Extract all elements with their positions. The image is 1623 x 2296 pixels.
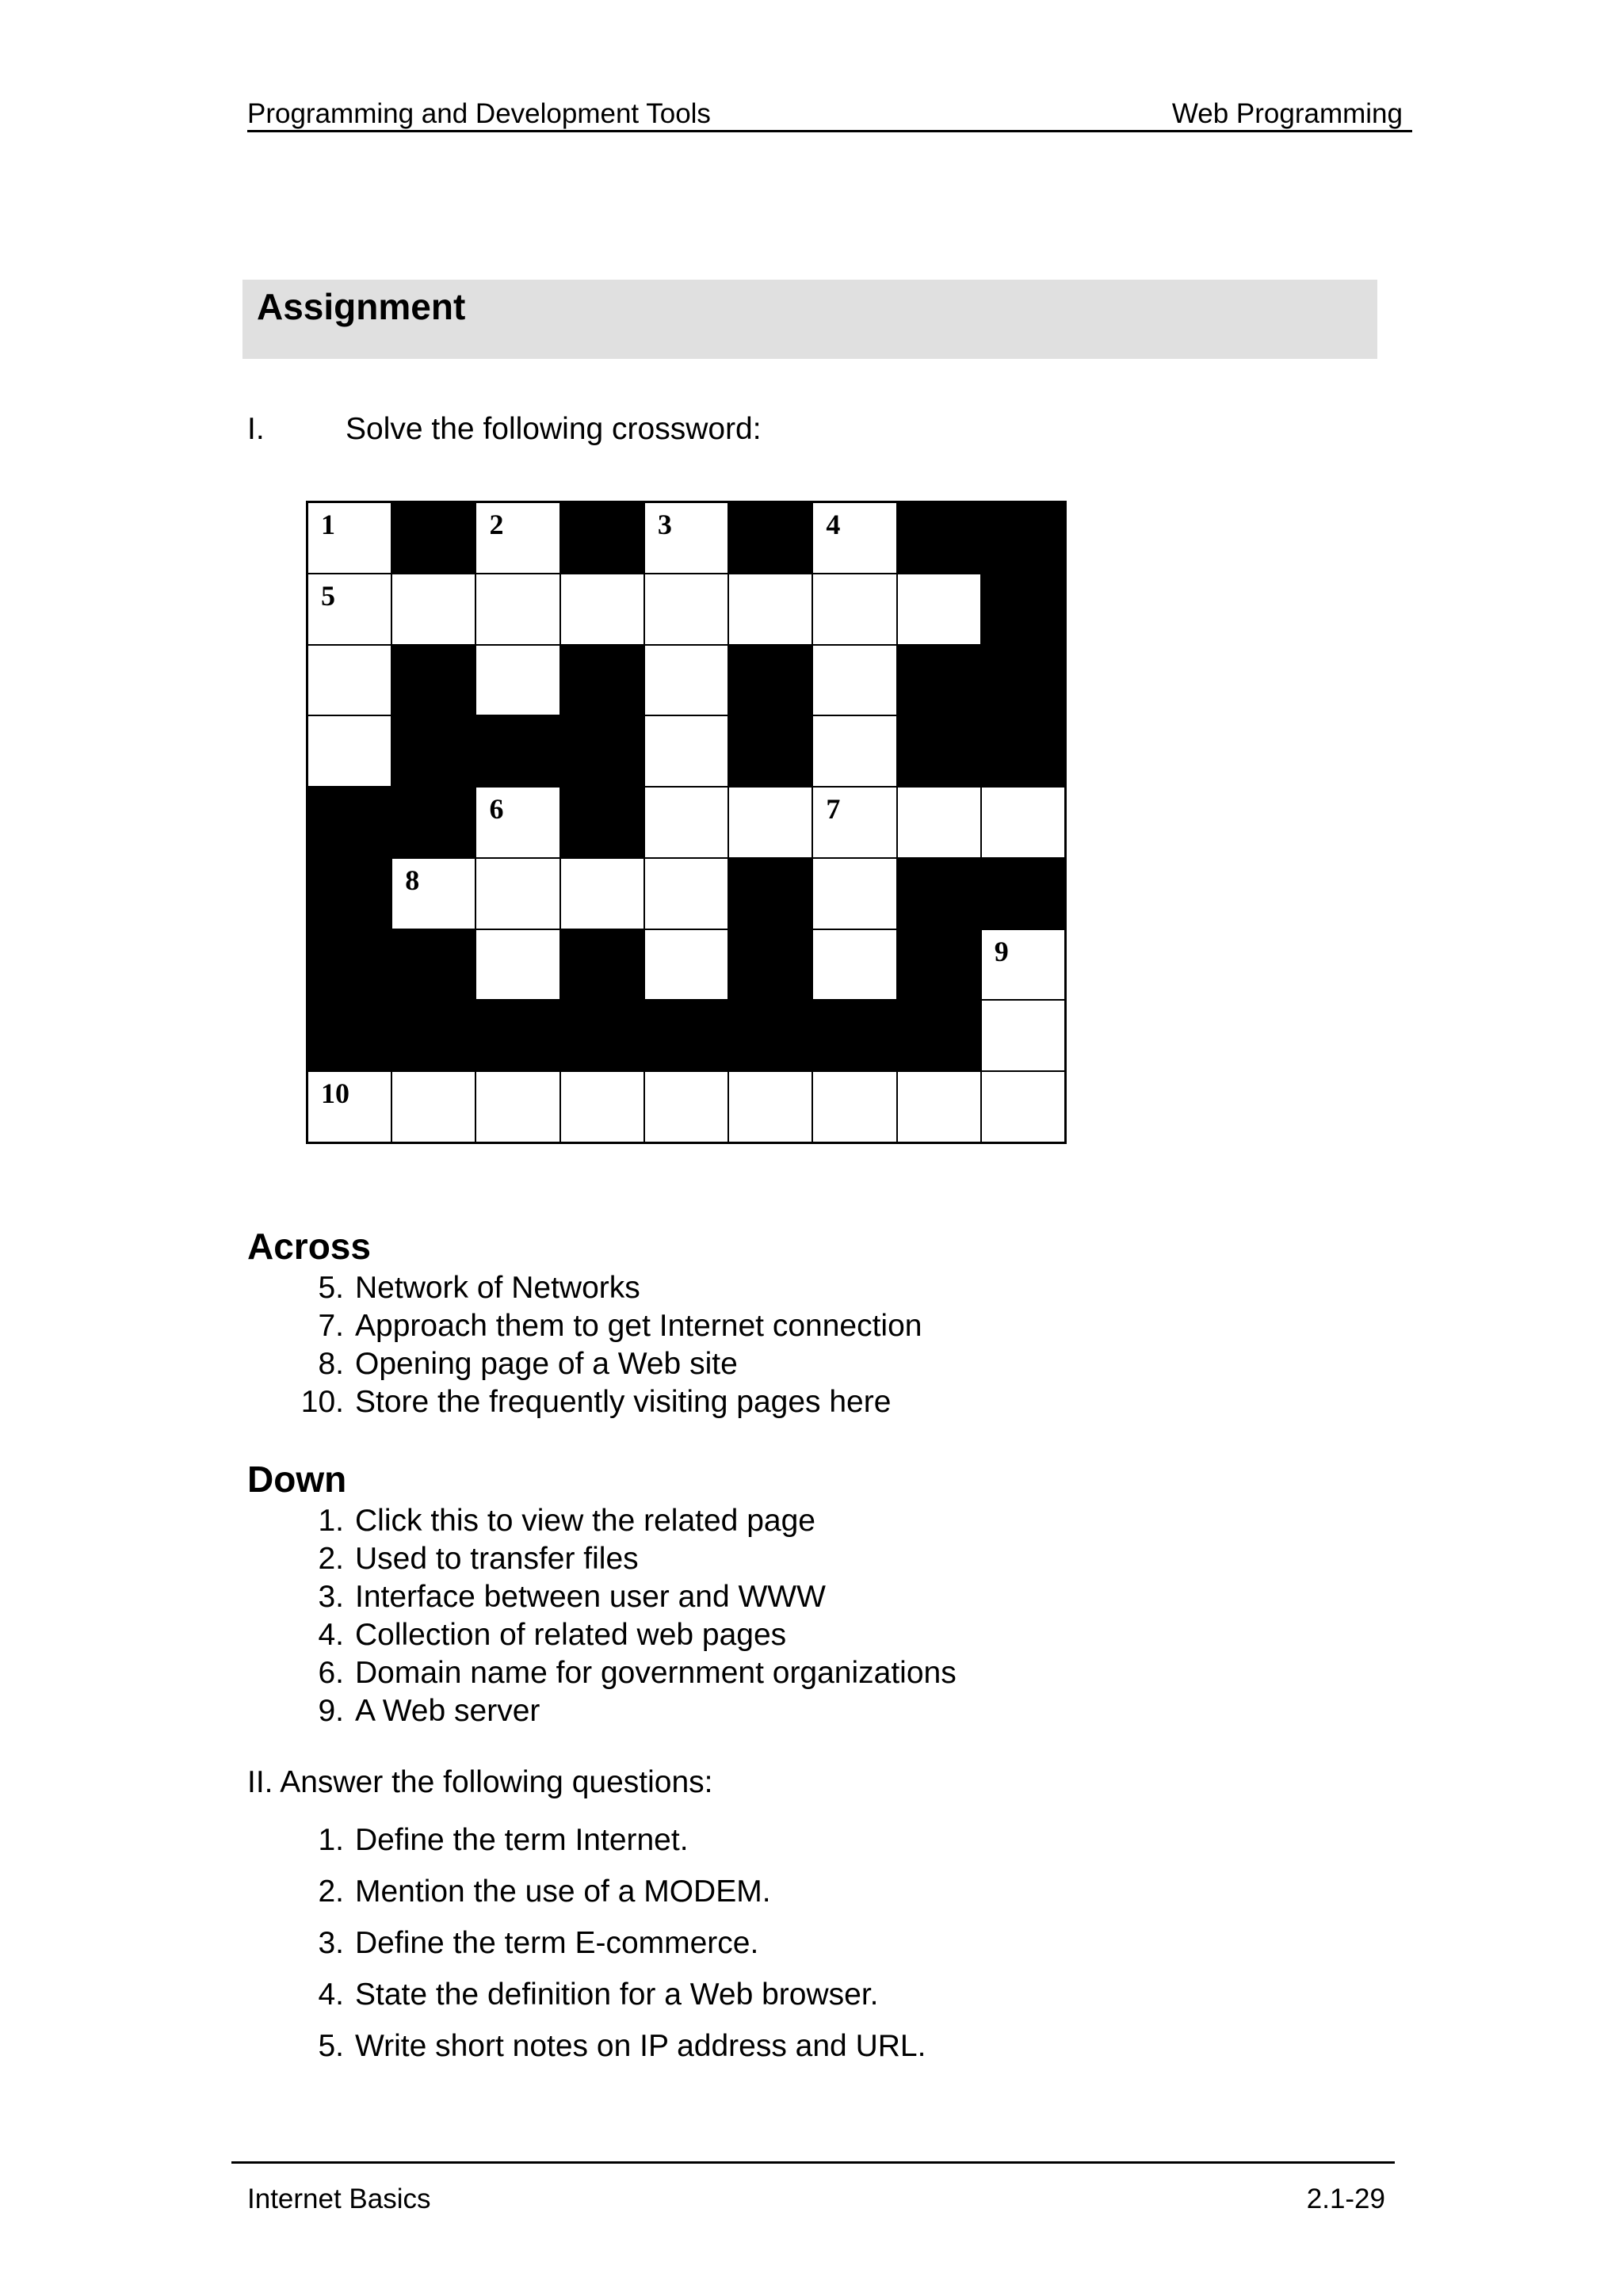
down-clue-text: Interface between user and WWW <box>355 1580 826 1614</box>
crossword-cell[interactable] <box>897 574 981 645</box>
crossword-clue-number: 5 <box>321 579 335 612</box>
crossword-cell[interactable] <box>560 574 644 645</box>
down-clue-number: 3. <box>318 1580 344 1614</box>
crossword-cell[interactable] <box>897 1071 981 1142</box>
crossword-clue-number: 6 <box>489 793 504 826</box>
question-item-text: Define the term Internet. <box>355 1823 689 1857</box>
crossword-cell[interactable] <box>560 1071 644 1142</box>
crossword-block-cell <box>307 929 391 1001</box>
crossword-cell[interactable] <box>644 787 728 858</box>
crossword-clue-number: 1 <box>321 509 335 540</box>
crossword-block-cell <box>812 1000 896 1071</box>
crossword-block-cell <box>728 858 812 929</box>
across-clue <box>290 1345 922 1383</box>
crossword-clue-number: 4 <box>826 509 841 540</box>
crossword-cell[interactable] <box>475 502 559 574</box>
crossword-block-cell <box>475 715 559 787</box>
crossword-cell[interactable] <box>812 787 896 858</box>
crossword-block-cell <box>307 787 391 858</box>
crossword-block-cell <box>897 1000 981 1071</box>
across-clue-text: Opening page of a Web site <box>355 1347 738 1381</box>
crossword-block-cell <box>981 645 1065 716</box>
crossword-cell[interactable] <box>728 1071 812 1142</box>
crossword-block-cell <box>391 929 475 1001</box>
question-item-text: Write short notes on IP address and URL. <box>355 2029 926 2063</box>
crossword-block-cell <box>475 1000 559 1071</box>
section-1-instruction: Solve the following crossword: <box>346 412 762 446</box>
crossword-block-cell <box>560 787 644 858</box>
crossword-block-cell <box>981 574 1065 645</box>
crossword-grid <box>306 501 1067 1144</box>
crossword-block-cell <box>897 645 981 716</box>
question-item-number: 3. <box>318 1926 344 1960</box>
crossword-cell[interactable] <box>391 858 475 929</box>
down-clue-text: Click this to view the related page <box>355 1504 815 1538</box>
down-clue <box>290 1540 957 1578</box>
footer-divider <box>231 2161 1395 2164</box>
crossword-cell[interactable] <box>981 1000 1065 1071</box>
crossword-cell[interactable] <box>728 787 812 858</box>
crossword-cell[interactable] <box>644 715 728 787</box>
crossword-block-cell <box>560 645 644 716</box>
header-divider <box>247 130 1412 132</box>
crossword-cell[interactable] <box>812 1071 896 1142</box>
crossword-cell[interactable] <box>307 1071 391 1142</box>
across-clue-text: Store the frequently visiting pages here <box>355 1385 892 1419</box>
across-clue-list <box>290 1269 922 1421</box>
question-item-number: 1. <box>318 1823 344 1857</box>
down-clue <box>290 1616 957 1654</box>
across-clue-text: Approach them to get Internet connection <box>355 1309 922 1343</box>
crossword-clue-number: 3 <box>657 509 672 540</box>
crossword-cell[interactable] <box>728 574 812 645</box>
crossword-cell[interactable] <box>644 502 728 574</box>
down-clue-text: A Web server <box>355 1694 540 1728</box>
crossword-block-cell <box>981 715 1065 787</box>
crossword-block-cell <box>560 929 644 1001</box>
crossword-cell[interactable] <box>475 645 559 716</box>
crossword-block-cell <box>391 645 475 716</box>
across-clue-number: 7. <box>318 1309 344 1343</box>
crossword-cell[interactable] <box>812 929 896 1001</box>
crossword-block-cell <box>391 1000 475 1071</box>
crossword-block-cell <box>391 715 475 787</box>
crossword-block-cell <box>897 929 981 1001</box>
crossword-cell[interactable] <box>981 929 1065 1001</box>
crossword-clue-number: 9 <box>994 935 1009 967</box>
crossword-block-cell <box>560 1000 644 1071</box>
crossword-cell[interactable] <box>644 858 728 929</box>
down-clue <box>290 1654 957 1692</box>
question-item <box>290 2020 926 2072</box>
crossword-block-cell <box>391 787 475 858</box>
crossword-block-cell <box>981 502 1065 574</box>
section-1-number: I. <box>247 412 265 446</box>
crossword-cell[interactable] <box>812 502 896 574</box>
across-clue <box>290 1383 922 1421</box>
section-2-heading: II. Answer the following questions: <box>247 1765 713 1799</box>
down-clue <box>290 1578 957 1616</box>
header-course-title: Programming and Development Tools <box>247 98 711 129</box>
crossword-block-cell <box>897 715 981 787</box>
down-clue-number: 1. <box>318 1504 344 1538</box>
across-clue-number: 5. <box>318 1271 344 1305</box>
down-clue <box>290 1692 957 1730</box>
down-clue <box>290 1502 957 1540</box>
crossword-block-cell <box>560 715 644 787</box>
crossword-cell[interactable] <box>475 787 559 858</box>
crossword-cell[interactable] <box>475 1071 559 1142</box>
crossword-block-cell <box>307 1000 391 1071</box>
crossword-cell[interactable] <box>812 858 896 929</box>
down-clue-number: 9. <box>318 1694 344 1728</box>
question-item-text: State the definition for a Web browser. <box>355 1978 879 2012</box>
crossword-cell[interactable] <box>560 858 644 929</box>
crossword-block-cell <box>307 858 391 929</box>
down-clue-list <box>290 1502 957 1730</box>
crossword-block-cell <box>728 645 812 716</box>
across-clue-number: 10. <box>300 1385 344 1419</box>
question-item-text: Mention the use of a MODEM. <box>355 1875 771 1909</box>
crossword-cell[interactable] <box>812 574 896 645</box>
assignment-banner <box>242 280 1377 359</box>
question-item-number: 2. <box>318 1875 344 1909</box>
crossword-cell[interactable] <box>391 1071 475 1142</box>
crossword-block-cell <box>897 858 981 929</box>
crossword-cell[interactable] <box>475 929 559 1001</box>
question-item-number: 4. <box>318 1978 344 2012</box>
crossword-cell[interactable] <box>307 574 391 645</box>
crossword-cell[interactable] <box>475 574 559 645</box>
question-item-number: 5. <box>318 2029 344 2063</box>
across-clue-number: 8. <box>318 1347 344 1381</box>
crossword-block-cell <box>728 1000 812 1071</box>
question-item <box>290 1917 926 1969</box>
crossword-cell[interactable] <box>897 787 981 858</box>
across-heading: Across <box>247 1226 371 1267</box>
crossword-cell[interactable] <box>981 787 1065 858</box>
crossword-block-cell <box>981 858 1065 929</box>
crossword-block-cell <box>728 502 812 574</box>
crossword-block-cell <box>728 715 812 787</box>
across-clue <box>290 1269 922 1307</box>
down-clue-text: Collection of related web pages <box>355 1618 787 1652</box>
down-clue-number: 4. <box>318 1618 344 1652</box>
crossword-cell[interactable] <box>644 929 728 1001</box>
crossword-cell[interactable] <box>307 715 391 787</box>
down-heading: Down <box>247 1459 347 1500</box>
across-clue-text: Network of Networks <box>355 1271 640 1305</box>
crossword-cell[interactable] <box>391 574 475 645</box>
question-item-text: Define the term E-commerce. <box>355 1926 759 1960</box>
footer-page-number: 2.1-29 <box>1306 2183 1385 2214</box>
header-subject: Web Programming <box>1171 98 1403 129</box>
crossword-cell[interactable] <box>475 858 559 929</box>
crossword-cell[interactable] <box>307 645 391 716</box>
crossword-clue-number: 8 <box>405 864 420 896</box>
down-clue-text: Domain name for government organizations <box>355 1656 957 1690</box>
crossword-cell[interactable] <box>812 645 896 716</box>
assignment-title: Assignment <box>257 286 466 327</box>
crossword-block-cell <box>391 502 475 574</box>
crossword-cell[interactable] <box>644 574 728 645</box>
down-clue-number: 6. <box>318 1656 344 1690</box>
question-item <box>290 1866 926 1917</box>
crossword-clue-number: 2 <box>489 509 504 540</box>
crossword-cell[interactable] <box>644 645 728 716</box>
crossword-block-cell <box>560 502 644 574</box>
crossword-cell[interactable] <box>307 502 391 574</box>
question-item <box>290 1814 926 1866</box>
question-item <box>290 1969 926 2020</box>
crossword-cell[interactable] <box>644 1071 728 1142</box>
across-clue <box>290 1307 922 1345</box>
down-clue-number: 2. <box>318 1542 344 1576</box>
crossword-cell[interactable] <box>812 715 896 787</box>
footer-chapter: Internet Basics <box>247 2183 431 2214</box>
crossword-clue-number: 10 <box>321 1077 349 1110</box>
down-clue-text: Used to transfer files <box>355 1542 639 1576</box>
question-list <box>290 1814 926 2072</box>
crossword-block-cell <box>644 1000 728 1071</box>
crossword-block-cell <box>728 929 812 1001</box>
crossword-cell[interactable] <box>981 1071 1065 1142</box>
crossword-block-cell <box>897 502 981 574</box>
crossword-clue-number: 7 <box>826 793 841 826</box>
